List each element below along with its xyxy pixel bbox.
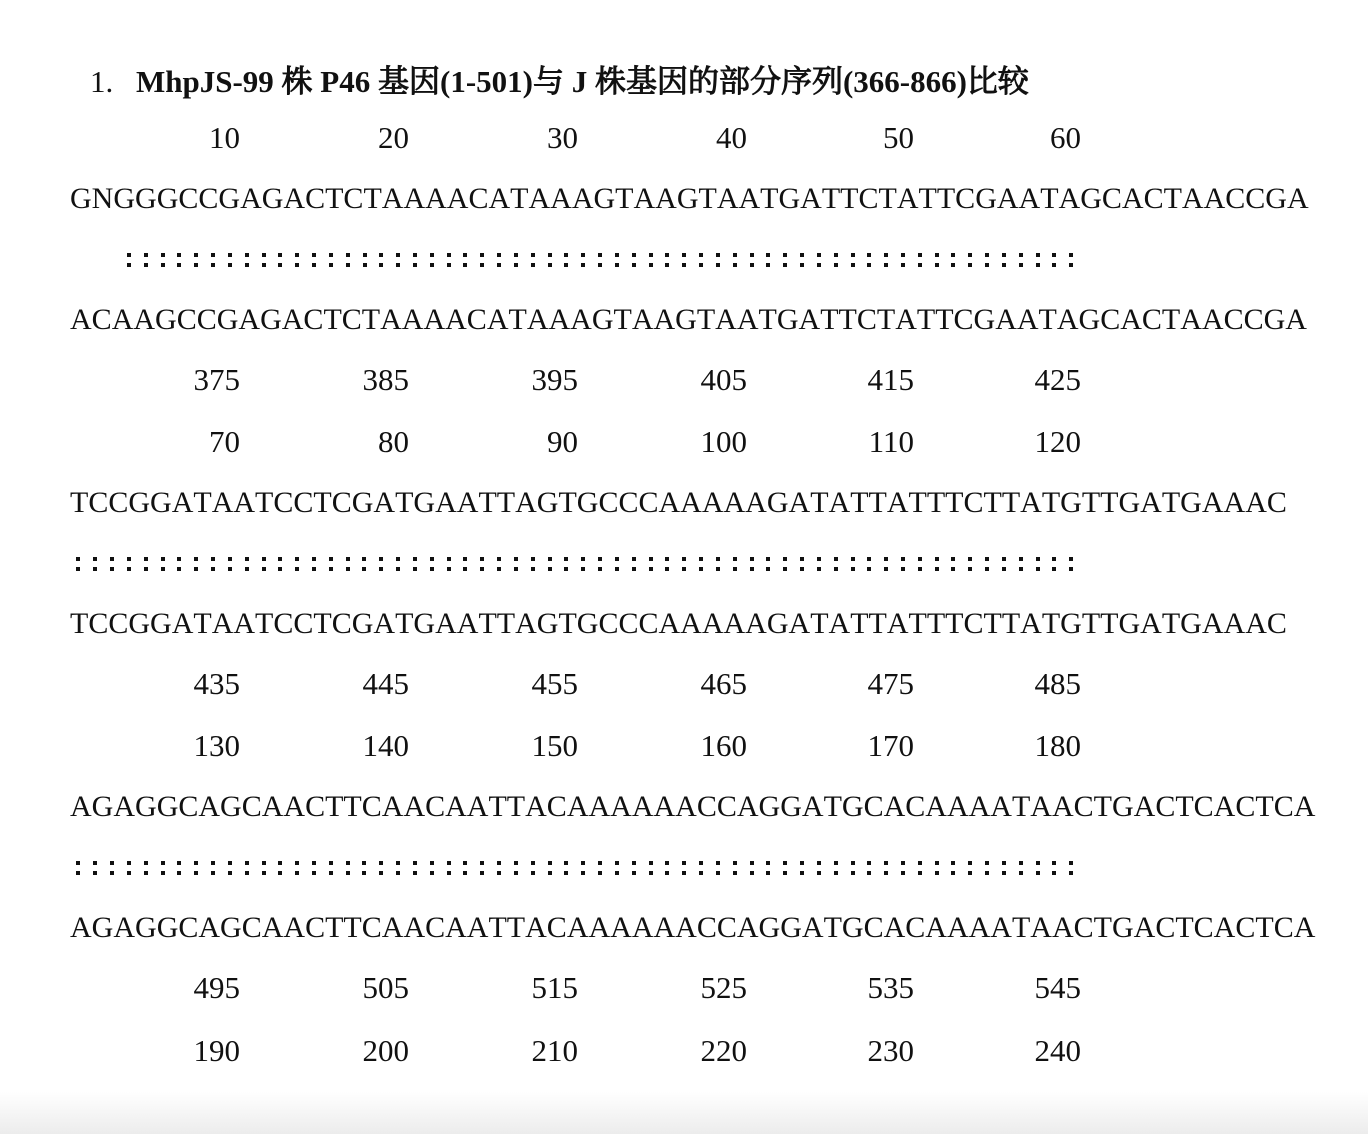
match-colon	[750, 861, 754, 875]
match-colon	[548, 861, 552, 875]
match-colon	[951, 557, 955, 571]
match-colon	[985, 557, 989, 571]
query-sequence-row	[0, 483, 1368, 523]
match-colon	[817, 861, 821, 875]
match-colon	[76, 861, 80, 875]
match-colon	[161, 253, 165, 267]
match-colon	[682, 253, 686, 267]
match-colon	[161, 557, 165, 571]
match-colon	[262, 253, 266, 267]
match-colon	[161, 861, 165, 875]
match-colon	[346, 557, 350, 571]
match-colon	[110, 861, 114, 875]
subject-sequence-row	[0, 908, 1368, 948]
match-colon	[733, 861, 737, 875]
match-colon	[211, 557, 215, 571]
match-colon	[901, 253, 905, 267]
match-colon	[514, 253, 518, 267]
position-label: 70	[209, 424, 240, 459]
match-colon	[295, 557, 299, 571]
match-colon	[1069, 253, 1073, 267]
match-colon	[396, 253, 400, 267]
position-label: 20	[378, 120, 409, 155]
position-label: 485	[1034, 666, 1081, 701]
position-label: 535	[867, 970, 914, 1005]
match-colon	[514, 557, 518, 571]
match-colon	[1002, 861, 1006, 875]
match-colon	[800, 253, 804, 267]
match-colon	[413, 861, 417, 875]
match-colon	[834, 253, 838, 267]
match-colon	[531, 557, 535, 571]
position-label: 240	[1034, 1033, 1081, 1068]
match-colon	[379, 253, 383, 267]
match-colon	[581, 861, 585, 875]
match-colon	[93, 557, 97, 571]
position-label: 220	[700, 1033, 747, 1068]
match-colon	[463, 557, 467, 571]
position-label: 230	[867, 1033, 914, 1068]
position-label: 120	[1034, 424, 1081, 459]
match-colon	[564, 253, 568, 267]
match-colon	[480, 861, 484, 875]
match-colon	[581, 557, 585, 571]
position-label: 545	[1034, 970, 1081, 1005]
match-colon	[968, 253, 972, 267]
match-colon	[884, 861, 888, 875]
match-colon	[329, 861, 333, 875]
match-colon	[834, 557, 838, 571]
match-colon	[497, 253, 501, 267]
position-label: 50	[883, 120, 914, 155]
match-row	[0, 240, 1368, 280]
match-colon	[480, 253, 484, 267]
match-colon	[716, 557, 720, 571]
position-label: 415	[867, 362, 914, 397]
match-colon	[312, 861, 316, 875]
position-label: 375	[193, 362, 240, 397]
match-colon	[951, 861, 955, 875]
match-colon	[127, 557, 131, 571]
match-colon	[312, 557, 316, 571]
match-colon	[699, 557, 703, 571]
match-colon	[615, 861, 619, 875]
match-colon	[430, 861, 434, 875]
match-colon	[93, 861, 97, 875]
match-colon	[985, 253, 989, 267]
position-label: 445	[362, 666, 409, 701]
query-position-row	[0, 726, 1368, 766]
match-colon	[716, 861, 720, 875]
match-colon	[295, 861, 299, 875]
position-label: 60	[1050, 120, 1081, 155]
match-colon	[615, 557, 619, 571]
match-colon	[177, 557, 181, 571]
match-colon	[447, 557, 451, 571]
page-title	[90, 56, 1029, 101]
subject-position-row	[0, 664, 1368, 704]
match-colon	[144, 861, 148, 875]
match-colon	[716, 253, 720, 267]
position-label: 435	[193, 666, 240, 701]
position-label: 395	[531, 362, 578, 397]
match-colon	[346, 861, 350, 875]
match-colon	[228, 253, 232, 267]
match-colon	[127, 861, 131, 875]
match-colon	[177, 861, 181, 875]
position-label: 130	[193, 728, 240, 763]
match-colon	[1069, 861, 1073, 875]
match-colon	[362, 557, 366, 571]
match-colon	[783, 861, 787, 875]
match-colon	[783, 253, 787, 267]
match-colon	[699, 861, 703, 875]
match-colon	[413, 253, 417, 267]
match-colon	[581, 253, 585, 267]
match-colon	[564, 557, 568, 571]
match-colon	[665, 253, 669, 267]
match-colon	[396, 557, 400, 571]
match-colon	[396, 861, 400, 875]
match-colon	[598, 861, 602, 875]
match-colon	[346, 253, 350, 267]
match-colon	[262, 861, 266, 875]
position-label: 475	[867, 666, 914, 701]
position-label: 140	[362, 728, 409, 763]
sequence-text: T C C G G A T A A T C C T C G A T G A A T T A G T G C C C A A A A A G A T A T T A T T T C T T A T G T T G A T G A A A C	[70, 607, 1287, 640]
match-colon	[194, 861, 198, 875]
match-colon	[733, 253, 737, 267]
match-colon	[750, 253, 754, 267]
match-colon	[329, 557, 333, 571]
match-colon	[245, 253, 249, 267]
match-colon	[245, 861, 249, 875]
match-colon	[935, 557, 939, 571]
query-sequence-row	[0, 179, 1368, 219]
match-colon	[379, 557, 383, 571]
subject-sequence-row	[0, 300, 1368, 340]
match-colon	[531, 253, 535, 267]
match-colon	[918, 557, 922, 571]
match-colon	[262, 557, 266, 571]
match-colon	[682, 557, 686, 571]
match-colon	[194, 253, 198, 267]
match-colon	[901, 557, 905, 571]
match-colon	[733, 557, 737, 571]
match-colon	[834, 861, 838, 875]
match-colon	[649, 253, 653, 267]
match-colon	[766, 253, 770, 267]
position-label: 505	[362, 970, 409, 1005]
match-colon	[632, 557, 636, 571]
match-colon	[228, 557, 232, 571]
match-colon	[463, 253, 467, 267]
match-colon	[800, 557, 804, 571]
title-number: 1.	[90, 64, 114, 99]
match-row	[0, 544, 1368, 584]
match-colon	[497, 861, 501, 875]
query-position-row	[0, 422, 1368, 462]
position-label: 10	[209, 120, 240, 155]
position-label: 385	[362, 362, 409, 397]
match-colon	[699, 253, 703, 267]
position-label: 515	[531, 970, 578, 1005]
match-colon	[598, 253, 602, 267]
match-colon	[884, 557, 888, 571]
match-colon	[514, 861, 518, 875]
subject-sequence-row	[0, 604, 1368, 644]
match-colon	[144, 557, 148, 571]
match-colon	[968, 557, 972, 571]
match-colon	[1052, 557, 1056, 571]
match-colon	[413, 557, 417, 571]
match-colon	[379, 861, 383, 875]
match-colon	[295, 253, 299, 267]
match-colon	[531, 861, 535, 875]
position-label: 160	[700, 728, 747, 763]
match-colon	[867, 557, 871, 571]
match-colon	[363, 253, 367, 267]
match-colon	[144, 253, 148, 267]
match-colon	[430, 253, 434, 267]
match-colon	[1036, 557, 1040, 571]
match-colon	[1019, 557, 1023, 571]
match-colon	[918, 861, 922, 875]
match-colon	[867, 861, 871, 875]
position-label: 110	[868, 424, 914, 459]
match-colon	[851, 557, 855, 571]
query-position-row	[0, 1031, 1368, 1071]
match-colon	[766, 557, 770, 571]
sequence-text: A G A G G C A G C A A C T T C A A C A A T T A C A A A A A A C C A G G A T G C A C A A A A T A A C T G A C T C A C T C A	[70, 790, 1316, 823]
match-colon	[1052, 861, 1056, 875]
match-colon	[750, 557, 754, 571]
match-colon	[935, 861, 939, 875]
query-position-row	[0, 118, 1368, 158]
match-colon	[783, 557, 787, 571]
position-label: 30	[547, 120, 578, 155]
match-colon	[278, 253, 282, 267]
match-colon	[177, 253, 181, 267]
match-colon	[851, 253, 855, 267]
match-colon	[245, 557, 249, 571]
match-colon	[800, 861, 804, 875]
match-row	[0, 848, 1368, 888]
page-bottom-edge	[0, 1092, 1368, 1134]
position-label: 495	[193, 970, 240, 1005]
position-label: 405	[700, 362, 747, 397]
match-colon	[110, 557, 114, 571]
position-label: 465	[700, 666, 747, 701]
match-colon	[228, 861, 232, 875]
match-colon	[901, 861, 905, 875]
match-colon	[935, 253, 939, 267]
match-colon	[632, 861, 636, 875]
match-colon	[918, 253, 922, 267]
sequence-text: A G A G G C A G C A A C T T C A A C A A T T A C A A A A A A C C A G G A T G C A C A A A A T A A C T G A C T C A C T C A	[70, 911, 1316, 944]
match-colon	[1019, 253, 1023, 267]
match-colon	[76, 557, 80, 571]
match-colon	[968, 861, 972, 875]
match-colon	[867, 253, 871, 267]
match-colon	[211, 253, 215, 267]
match-colon	[278, 861, 282, 875]
match-colon	[362, 861, 366, 875]
position-label: 425	[1034, 362, 1081, 397]
match-colon	[497, 557, 501, 571]
match-colon	[127, 253, 131, 267]
position-label: 40	[716, 120, 747, 155]
match-colon	[632, 253, 636, 267]
match-colon	[766, 861, 770, 875]
query-sequence-row	[0, 787, 1368, 827]
match-colon	[682, 861, 686, 875]
match-colon	[548, 253, 552, 267]
position-label: 90	[547, 424, 578, 459]
match-colon	[1002, 253, 1006, 267]
match-colon	[447, 253, 451, 267]
position-label: 170	[867, 728, 914, 763]
match-colon	[278, 557, 282, 571]
match-colon	[312, 253, 316, 267]
match-colon	[329, 253, 333, 267]
match-colon	[817, 253, 821, 267]
match-colon	[194, 557, 198, 571]
match-colon	[1019, 861, 1023, 875]
sequence-text: A C A A G C C G A G A C T C T A A A A C A T A A A G T A A G T A A T G A T T C T A T T C G A A T A G C A C T A A C C G A	[70, 303, 1307, 336]
match-colon	[480, 557, 484, 571]
match-colon	[1036, 253, 1040, 267]
match-colon	[1069, 557, 1073, 571]
match-colon	[665, 861, 669, 875]
match-colon	[817, 557, 821, 571]
match-colon	[649, 861, 653, 875]
sequence-text: T C C G G A T A A T C C T C G A T G A A T T A G T G C C C A A A A A G A T A T T A T T T C T T A T G T T G A T G A A A C	[70, 486, 1287, 519]
subject-position-row	[0, 360, 1368, 400]
match-colon	[548, 557, 552, 571]
subject-position-row	[0, 968, 1368, 1008]
match-colon	[615, 253, 619, 267]
position-label: 210	[531, 1033, 578, 1068]
position-label: 100	[700, 424, 747, 459]
match-colon	[649, 557, 653, 571]
match-colon	[1002, 557, 1006, 571]
match-colon	[430, 557, 434, 571]
position-label: 200	[362, 1033, 409, 1068]
match-colon	[1036, 861, 1040, 875]
position-label: 150	[531, 728, 578, 763]
match-colon	[851, 861, 855, 875]
position-label: 80	[378, 424, 409, 459]
match-colon	[211, 861, 215, 875]
match-colon	[665, 557, 669, 571]
position-label: 455	[531, 666, 578, 701]
match-colon	[1052, 253, 1056, 267]
match-colon	[985, 861, 989, 875]
position-label: 190	[193, 1033, 240, 1068]
match-colon	[951, 253, 955, 267]
title-text: MhpJS-99 株 P46 基因(1-501)与 J 株基因的部分序列(366-866)比较	[136, 64, 1029, 99]
position-label: 525	[700, 970, 747, 1005]
match-colon	[564, 861, 568, 875]
match-colon	[447, 861, 451, 875]
match-colon	[884, 253, 888, 267]
match-colon	[463, 861, 467, 875]
sequence-text: G N G G G C C G A G A C T C T A A A A C A T A A A G T A A G T A A T G A T T C T A T T C G A A T A G C A C T A A C C G A	[70, 182, 1309, 215]
match-colon	[598, 557, 602, 571]
position-label: 180	[1034, 728, 1081, 763]
